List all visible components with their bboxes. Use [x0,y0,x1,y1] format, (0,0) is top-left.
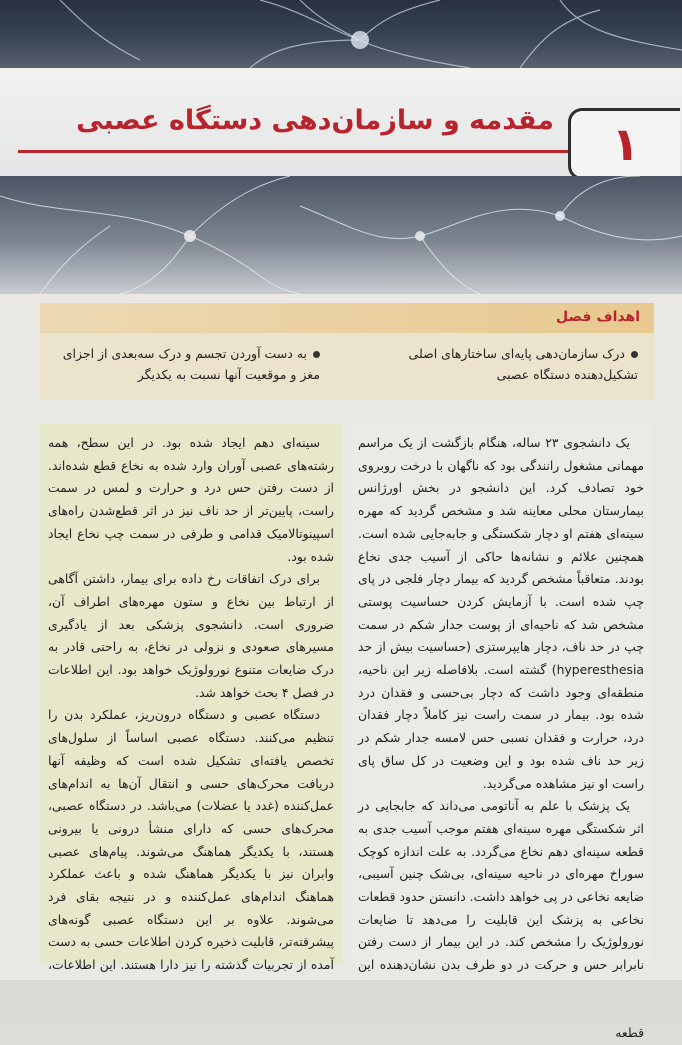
paragraph: دستگاه عصبی و دستگاه درون‌ریز، عملکرد بدن را تنظیم می‌کنند. دستگاه عصبی اساساً از سلول‌های تخصص یافته‌ای تشکیل شده است که وظیفه آنها دریافت محرک‌های حسی و انتقال آن‌ها به اندام‌های عمل‌کننده (غدد یا عضلات) می‌باشد. در دستگاه عصبی، محرک‌های حسی که دارای منشأ درونی یا بیرونی هستند، با یکدیگر هماهنگ می‌شوند. پیام‌های عصبی وابران نیز با یکدیگر هماهنگ شده و باعث عملکرد هماهنگ اندام‌های عمل‌کننده و در نتیجه بقای فرد می‌شوند. علاوه بر این دستگاه عصبی گونه‌های پیشرفته‌تر، قابلیت ذخیره کردن اطلاعات حسی به دست آمده از تجربیات گذشته را نیز دارا هستند. این اطلاعات، [48,707,334,973]
objective-item [48,343,320,385]
neuron-banner-middle [0,176,682,294]
chapter-number: ۱ [611,117,640,171]
paragraph: یک دانشجوی ۲۳ ساله، هنگام بازگشت از یک مراسم مهمانی مشغول رانندگی بود که ناگهان با درخت روبروی خود تصادف کرد. این دانشجو در بخش اورژانس بیمارستان محلی معاینه شد و مشخص گردید که مهره سینه‌ای هفتم او دچار شکستگی و جابه‌جایی شده است. همچنین علائم و نشانه‌ها حاکی از آسیب جدی نخاع بودند. متعاقباً مشخص گردید که بیمار دچار فلجی در پای چپ شده است. با آزمایش کردن حساسیت پوستی مشخص شد که ناحیه‌ای از پوست جدار شکم در سمت چپ در حد ناف، دچار هایپرستزی (حساسیت بیش از حد hyperesthesia) گشته است. بلافاصله زیر این ناحیه، منطقه‌ای وجود داشت که دچار بی‌حسی و فقدان درد شده بود. بیمار در سمت راست نیز کاملاً دچار فقدان درد، حرارت و فقدان نسبی حس لامسه جدار شکم در زیر حد ناف شده بود و این وضعیت در کل ساق پای راست او نیز مشاهده می‌گردید. [358,435,644,791]
body-column-right [350,424,652,1041]
bullet-icon [313,351,320,358]
chapter-title: مقدمه و سازمان‌دهی دستگاه عصبی [76,105,554,136]
paragraph: برای درک اتفاقات رخ داده برای بیمار، داشتن آگاهی از ارتباط بین نخاع و ستون مهره‌های اطراف آن، ضروری است. دانشجوی پزشکی بعد از یادگیری مسیرهای صعودی و نزولی در نخاع، به راحتی قادر به درک ضایعات متنوع نورولوژیک خواهد بود. این اطلاعات در فصل ۴ بحث خواهد شد. [48,571,334,700]
chapter-number-box [568,108,680,180]
neuron-network-icon [0,176,682,294]
body-column-left [40,424,342,973]
objective-text: به دست آوردن تجسم و درک سه‌بعدی از اجزای مغز و موقعیت آنها نسبت به یکدیگر [62,346,320,382]
objective-item [368,343,638,385]
objectives-header [40,303,654,333]
page-bottom-margin [0,980,682,1024]
objectives-heading: اهداف فصل [556,309,640,325]
objective-text: درک سازمان‌دهی پایه‌ای ساختارهای اصلی تشکیل‌دهنده دستگاه عصبی [408,346,638,382]
paragraph: سینه‌ای دهم ایجاد شده بود. در این سطح، همه رشته‌های عصبی آوران وارد شده به نخاع قطع شده‌اند. از دست رفتن حس درد و حرارت و لمس در سمت راست، پایین‌تر از حد ناف نیز در اثر قطع‌شدن راه‌های اسپینوتالامیک قدامی و طرفی در سمت چپ نخاع ایجاد شده بود. [48,435,334,564]
chapter-objectives-box [40,303,654,400]
neuron-illustration-icon [0,0,682,68]
title-rule [18,150,570,153]
neuron-banner-top [0,0,682,68]
bullet-icon [631,351,638,358]
paragraph: یک پزشک با علم به آناتومی می‌داند که جابجایی در اثر شکستگی مهره سینه‌ای هفتم موجب آسیب جدی به قطعه سینه‌ای دهم نخاع می‌گردد. به علت اندازه کوچک سوراخ مهره‌ای در ناحیه سینه‌ای، بی‌شک چنین آسیبی، ضایعه نخاعی در پی خواهد داشت. دانستن حدود قطعات نخاعی به پزشک این قابلیت را می‌دهد تا ضایعات نورولوژیک را مشخص کند. در این بیمار از دست رفتن نابرابر حس و حرکت در دو طرف بدن نشان‌دهنده این قطعه [358,798,644,1041]
